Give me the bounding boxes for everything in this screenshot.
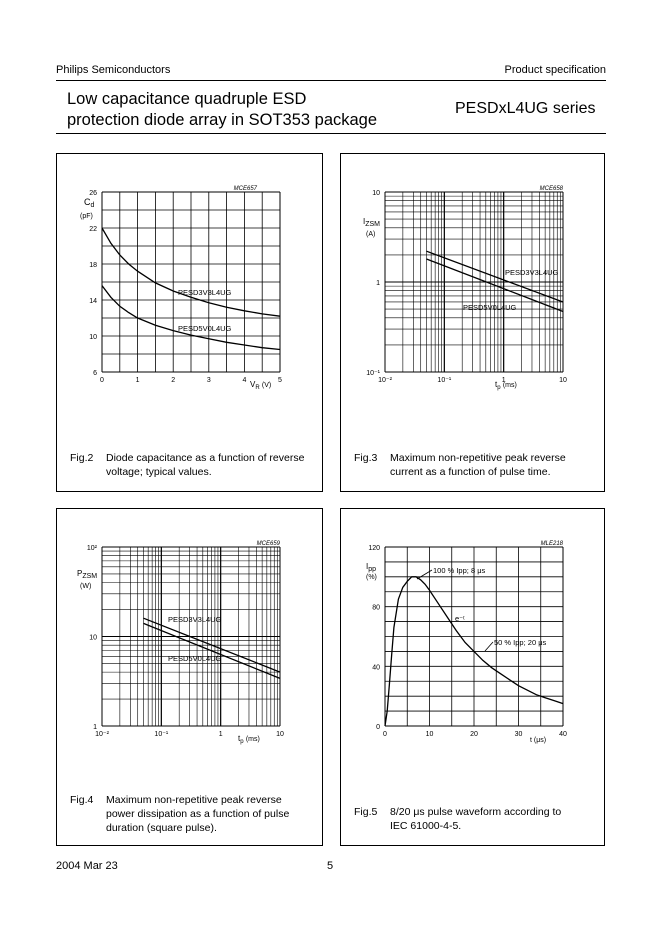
y-tick-label: 40 <box>372 664 380 672</box>
y-tick-label: 1 <box>93 724 97 731</box>
x-tick-label: 1 <box>135 377 140 384</box>
x-tick-label: 40 <box>559 731 567 738</box>
annotation-label: e⁻ᵗ <box>455 614 465 623</box>
x-tick-label: 1 <box>218 731 223 738</box>
y-tick-label: 1 <box>376 280 380 287</box>
y-axis-unit: (W) <box>80 583 92 590</box>
x-tick-label: 3 <box>206 377 211 384</box>
annotation-label: 50 % Ipp; 20 μs <box>494 638 547 647</box>
x-axis-label: t (μs) <box>530 737 547 744</box>
y-tick-label: 10 <box>89 334 97 341</box>
y-axis-unit: (A) <box>366 231 376 238</box>
y-axis-label: $C_d$ <box>84 197 95 209</box>
x-tick-label: 1 <box>501 377 506 384</box>
series-label: PESD5V0L4UG <box>178 324 232 333</box>
y-tick-label: 10⁻¹ <box>366 370 380 377</box>
footer-date: 2004 Mar 23 <box>56 860 118 872</box>
y-tick-label: 80 <box>372 604 380 612</box>
caption-text: 8/20 μs pulse waveform according to IEC 61000-4-5. <box>390 806 562 832</box>
figure-code: MCE659 <box>256 541 280 547</box>
figure-code: MCE657 <box>233 186 257 192</box>
y-axis-unit: (pF) <box>80 213 93 220</box>
x-axis-label: $t_p$ (ms) <box>238 734 260 745</box>
x-axis-label: $t_p$ (ms) <box>495 380 517 391</box>
figure-number: Fig.5 <box>354 806 378 818</box>
y-tick-label: 26 <box>89 190 97 197</box>
company-name: Philips Semiconductors <box>56 64 171 76</box>
y-tick-label: 22 <box>89 226 97 233</box>
series-name: PESDxL4UG series <box>455 100 596 117</box>
figure-code: MCE658 <box>539 186 563 192</box>
y-tick-label: 10² <box>86 545 97 552</box>
x-tick-label: 5 <box>278 377 282 384</box>
title-line-2: protection diode array in SOT353 package <box>67 111 378 129</box>
x-tick-label: 30 <box>514 731 523 738</box>
y-tick-label: 6 <box>93 370 97 377</box>
figure-number: Fig.2 <box>70 452 94 464</box>
x-tick-label: 0 <box>383 731 387 738</box>
series-label: PESD3V3L4UG <box>178 288 232 297</box>
series-label: PESD3V3L4UG <box>168 615 222 624</box>
series-label: PESD5V0L4UG <box>168 654 222 663</box>
y-axis-label: Ipp <box>366 562 377 573</box>
x-tick-label: 10 <box>425 731 434 738</box>
x-axis-label: $V_R$ (V) <box>250 380 272 391</box>
x-tick-label: 2 <box>171 377 176 384</box>
y-tick-label: 10 <box>372 190 380 197</box>
title-line-1: Low capacitance quadruple ESD <box>67 90 307 108</box>
series-label: PESD5V0L4UG <box>463 303 517 312</box>
series-label: PESD3V3L4UG <box>505 268 559 277</box>
document-type: Product specification <box>504 64 606 76</box>
caption-text: Diode capacitance as a function of reverse voltage; typical values. <box>106 452 305 478</box>
x-tick-label: 10⁻² <box>378 377 392 384</box>
annotation-label: 100 % Ipp; 8 μs <box>433 566 486 575</box>
x-tick-label: 4 <box>242 377 247 384</box>
page-number: 5 <box>327 860 334 872</box>
y-tick-label: 120 <box>368 545 380 552</box>
x-tick-label: 10⁻² <box>95 731 109 738</box>
annotation-leader <box>485 642 493 651</box>
figure-number: Fig.4 <box>70 794 94 806</box>
y-axis-unit: (%) <box>366 574 377 581</box>
y-tick-label: 10 <box>89 634 97 642</box>
figure-number: Fig.3 <box>354 452 378 464</box>
x-tick-label: 20 <box>470 731 478 738</box>
figure-code: MLE218 <box>540 541 563 547</box>
caption-text: Maximum non-repetitive peak reverse current as a function of pulse time. <box>390 452 566 478</box>
x-tick-label: 10 <box>559 377 567 384</box>
x-tick-label: 10⁻¹ <box>437 377 452 384</box>
y-tick-label: 14 <box>89 298 97 305</box>
x-tick-label: 0 <box>100 377 104 384</box>
x-tick-label: 10⁻¹ <box>154 731 169 738</box>
y-tick-label: 18 <box>89 262 97 269</box>
x-tick-label: 10 <box>276 731 284 738</box>
caption-text: Maximum non-repetitive peak reverse power dissipation as a function of pulse duration (square pulse). <box>106 794 290 834</box>
y-tick-label: 0 <box>376 724 380 731</box>
y-axis-label: PZSM <box>77 569 98 580</box>
y-axis-label: IZSM <box>363 217 381 228</box>
